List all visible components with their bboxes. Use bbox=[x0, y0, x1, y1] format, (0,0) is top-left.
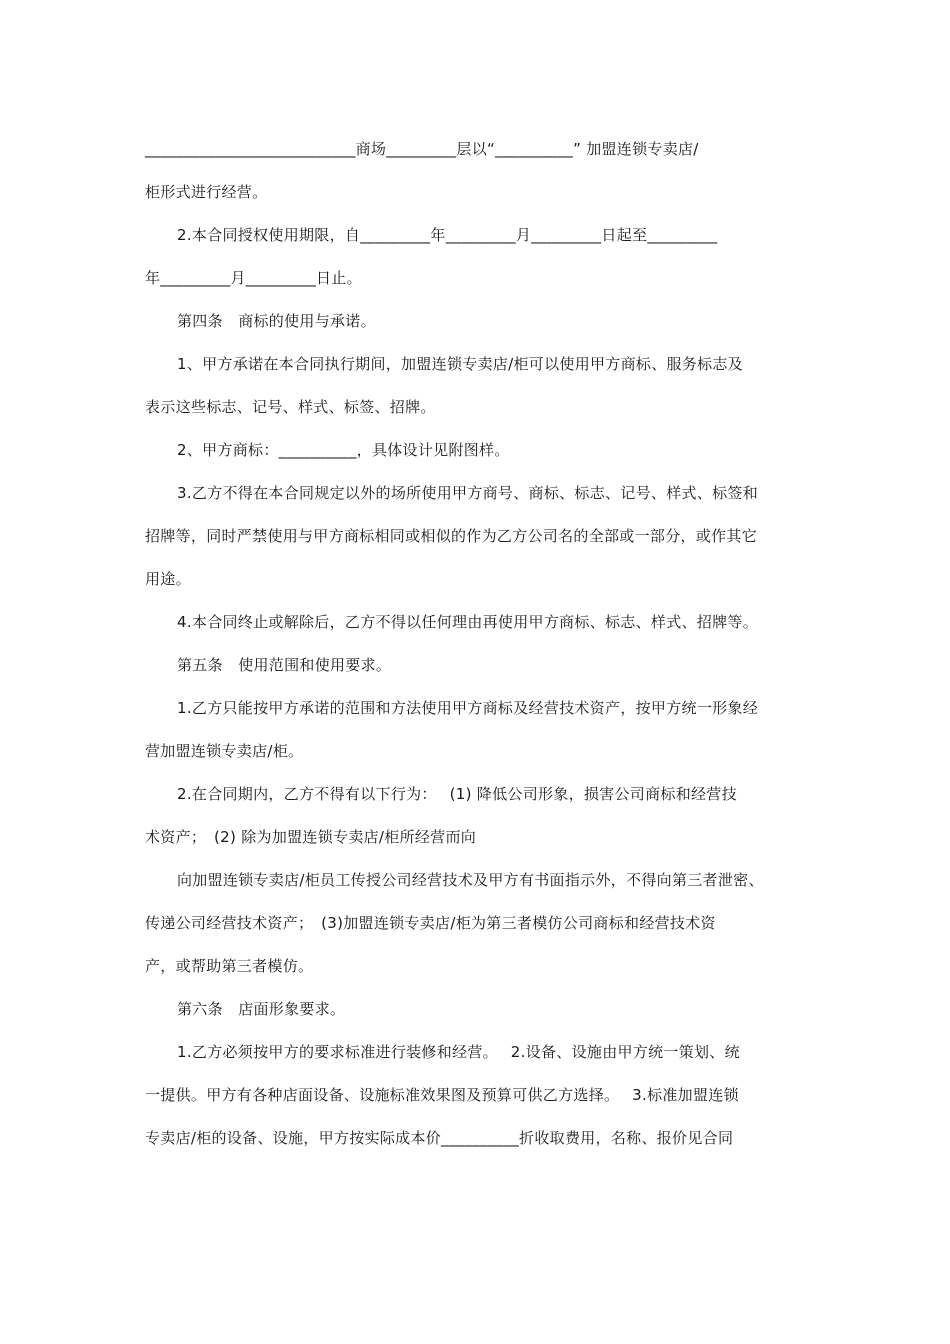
text-line: 用途。 bbox=[145, 570, 191, 588]
text-line: 2.本合同授权使用期限，自_________年_________月_________日起至_________ bbox=[177, 226, 718, 244]
text-line: 1、甲方承诺在本合同执行期间，加盟连锁专卖店/柜可以使用甲方商标、服务标志及 bbox=[177, 355, 744, 373]
text-line: 向加盟连锁专卖店/柜员工传授公司经营技术及甲方有书面指示外，不得向第三者泄密、 bbox=[177, 871, 764, 889]
text-line: 营加盟连锁专卖店/柜。 bbox=[145, 742, 304, 760]
text-line: 专卖店/柜的设备、设施，甲方按实际成本价__________折收取费用，名称、报价见合同 bbox=[145, 1129, 734, 1147]
text-line: 1.乙方只能按甲方承诺的范围和方法使用甲方商标及经营技术资产，按甲方统一形象经 bbox=[177, 699, 759, 717]
text-line: 传递公司经营技术资产； (3)加盟连锁专卖店/柜为第三者模仿公司商标和经营技术资 bbox=[145, 914, 716, 932]
text-line: 产，或帮助第三者模仿。 bbox=[145, 957, 314, 975]
text-line: 2.在合同期内，乙方不得有以下行为： (1) 降低公司形象，损害公司商标和经营技 bbox=[177, 785, 737, 803]
text-line: ___________________________商场_________层以“__________” 加盟连锁专卖店/ bbox=[145, 140, 699, 158]
text-line: 招牌等，同时严禁使用与甲方商标相同或相似的作为乙方公司名的全部或一部分，或作其它 bbox=[145, 527, 758, 545]
text-line: 表示这些标志、记号、样式、标签、招牌。 bbox=[145, 398, 436, 416]
text-line: 柜形式进行经营。 bbox=[145, 183, 268, 201]
text-line: 2、甲方商标：__________，具体设计见附图样。 bbox=[177, 441, 510, 459]
text-line: 1.乙方必须按甲方的要求标准进行装修和经营。 2.设备、设施由甲方统一策划、统 bbox=[177, 1043, 740, 1061]
section-heading: 第四条 商标的使用与承诺。 bbox=[177, 312, 376, 330]
text-line: 3.乙方不得在本合同规定以外的场所使用甲方商号、商标、标志、记号、样式、标签和 bbox=[177, 484, 759, 502]
text-line: 术资产； (2) 除为加盟连锁专卖店/柜所经营而向 bbox=[145, 828, 477, 846]
section-heading: 第六条 店面形象要求。 bbox=[177, 1000, 346, 1018]
text-line: 4.本合同终止或解除后，乙方不得以任何理由再使用甲方商标、标志、样式、招牌等。 bbox=[177, 613, 759, 631]
section-heading: 第五条 使用范围和使用要求。 bbox=[177, 656, 392, 674]
text-line: 一提供。甲方有各种店面设备、设施标准效果图及预算可供乙方选择。 3.标准加盟连锁 bbox=[145, 1086, 739, 1104]
text-line: 年_________月_________日止。 bbox=[145, 269, 362, 287]
